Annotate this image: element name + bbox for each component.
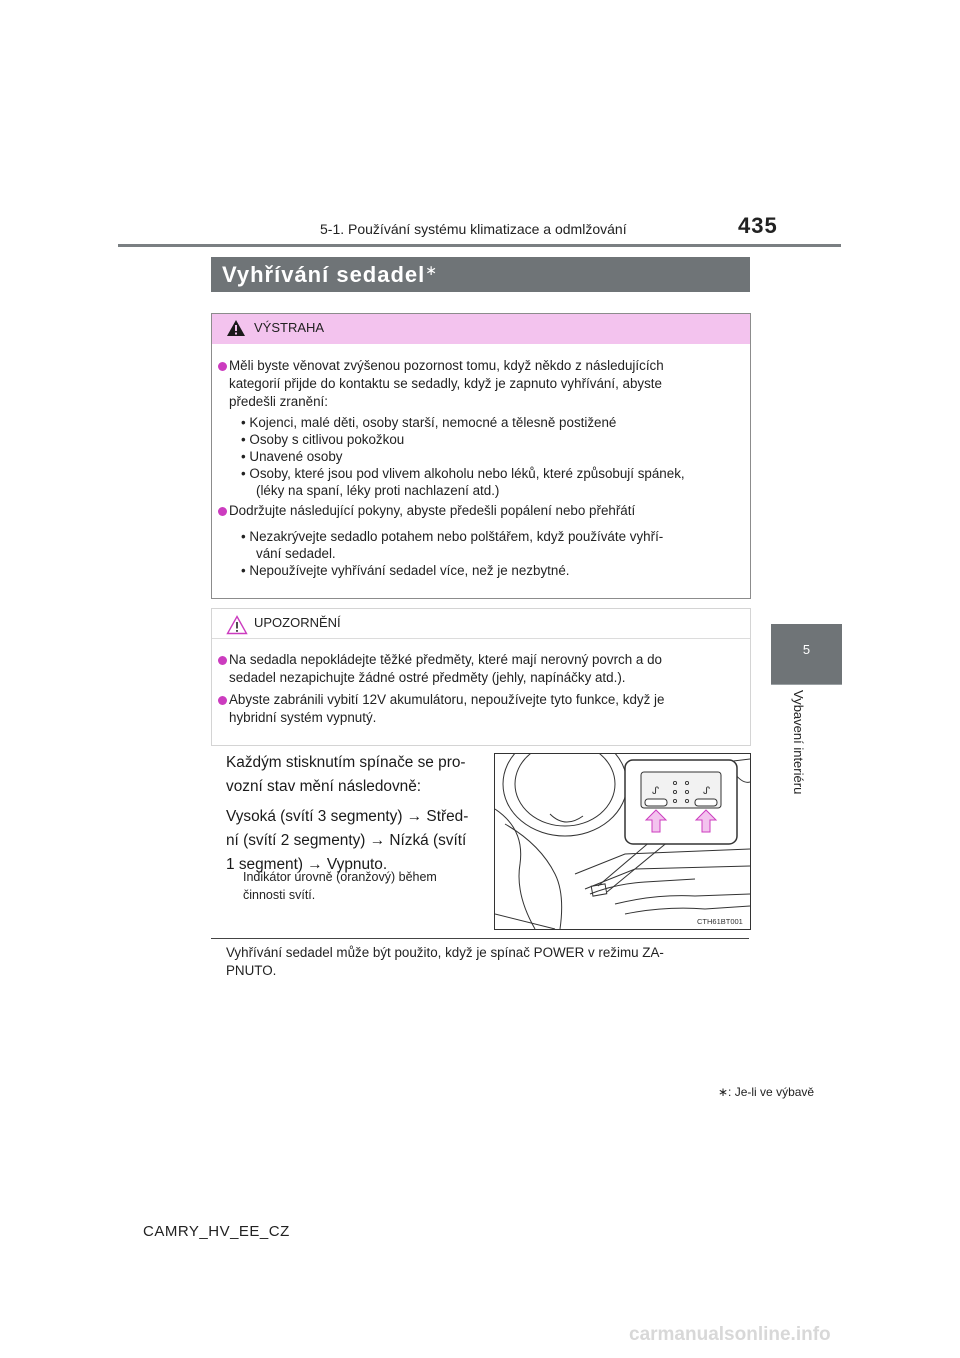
caution-item-1-line: Na sedadla nepokládejte těžké předměty, které mají nerovný povrch a do <box>229 652 662 667</box>
warning-item-1-line: předešli zranění: <box>229 394 328 409</box>
caution-label: UPOZORNĚNÍ <box>254 615 341 630</box>
caution-item-1 <box>229 651 742 687</box>
body-line: Vysoká (svítí 3 segmenty) → Střed- <box>226 808 469 825</box>
running-header-section: 5-1. Používání systému klimatizace a odmlžování <box>320 221 627 237</box>
body-line: ní (svítí 2 segmenty) → Nízká (svítí <box>226 832 467 849</box>
svg-text:ᔑ: ᔑ <box>652 786 660 797</box>
warning-bullet: • Nezakrývejte sedadlo potahem nebo polštářem, když používáte vyhří- <box>241 529 664 544</box>
warning-bullet: • Nepoužívejte vyhřívání sedadel více, než je nezbytné. <box>241 563 570 578</box>
warning-bullet: • Osoby s citlivou pokožkou <box>241 432 405 447</box>
caution-header-divider <box>212 638 750 639</box>
section-title <box>222 262 438 288</box>
chapter-title-vertical: Vybavení interiéru <box>791 690 806 795</box>
caution-item-1-line: sedadel nezapichujte žádné ostré předměty (jehly, napínáčky atd.). <box>229 670 626 685</box>
chapter-number: 5 <box>802 642 811 657</box>
watermark: carmanualsonline.info <box>629 1324 831 1345</box>
indicator-note-line: činnosti svítí. <box>243 888 316 902</box>
page-number: 435 <box>738 213 778 238</box>
warning-item-1-line: Měli byste věnovat zvýšenou pozornost tomu, když někdo z následujících <box>229 358 664 373</box>
bullet-dot-icon <box>218 656 227 665</box>
caution-item-2 <box>229 691 742 727</box>
caution-item-2-line: Abyste zabránili vybití 12V akumulátoru, nepoužívejte tyto funkce, když je <box>229 692 665 707</box>
caution-triangle-icon <box>226 615 248 635</box>
illustration-code: CTH61BT001 <box>697 917 743 926</box>
note-rule <box>211 938 749 939</box>
caution-item-2-line: hybridní systém vypnutý. <box>229 710 377 725</box>
optional-equipment-asterisk: ∗ <box>425 262 439 278</box>
body-line: Každým stisknutím spínače se pro- <box>226 754 466 771</box>
warning-item-2-bullets <box>241 528 743 579</box>
warning-bullet: • Osoby, které jsou pod vlivem alkoholu nebo léků, které způsobují spánek, <box>241 466 685 481</box>
warning-bullet: • Kojenci, malé děti, osoby starší, nemocné a tělesně postižené <box>241 415 617 430</box>
section-title-text: Vyhřívání sedadel <box>222 262 426 287</box>
warning-bullet: • Unavené osoby <box>241 449 343 464</box>
warning-item-2: Dodržujte následující pokyny, abyste předešli popálení nebo přehřátí <box>229 503 636 518</box>
warning-item-1-bullets <box>241 414 743 499</box>
power-mode-note-line: Vyhřívání sedadel může být použito, když je spínač POWER v režimu ZA- <box>226 945 664 960</box>
body-line: vozní stav mění následovně: <box>226 778 422 795</box>
warning-bullet-continuation: (léky na spaní, léky proti nachlazení atd.) <box>256 483 500 498</box>
bullet-dot-icon <box>218 507 227 516</box>
warning-item-1 <box>229 357 742 411</box>
bullet-dot-icon <box>218 696 227 705</box>
body-line: 1 segment) → Vypnuto. <box>226 856 388 873</box>
seat-heater-switch-illustration <box>494 753 751 930</box>
svg-text:ᔑ: ᔑ <box>703 786 711 797</box>
warning-item-1-line: kategorií přijde do kontaktu se sedadly, když je zapnuto vyhřívání, abyste <box>229 376 662 391</box>
document-id: CAMRY_HV_EE_CZ <box>143 1223 290 1240</box>
power-mode-note <box>226 944 743 980</box>
body-paragraph <box>226 751 488 877</box>
console-drawing <box>495 754 750 929</box>
bullet-dot-icon <box>218 362 227 371</box>
header-rule <box>118 244 841 247</box>
warning-bullet-continuation: vání sedadel. <box>256 546 336 561</box>
chapter-tab-divider <box>771 684 842 685</box>
indicator-note-line: Indikátor úrovně (oranžový) během <box>243 870 437 884</box>
warning-label: VÝSTRAHA <box>254 320 325 335</box>
optional-equipment-footnote: ∗: Je-li ve výbavě <box>718 1085 815 1099</box>
indicator-note <box>243 868 483 904</box>
warning-triangle-icon <box>226 319 246 337</box>
power-mode-note-line: PNUTO. <box>226 963 277 978</box>
